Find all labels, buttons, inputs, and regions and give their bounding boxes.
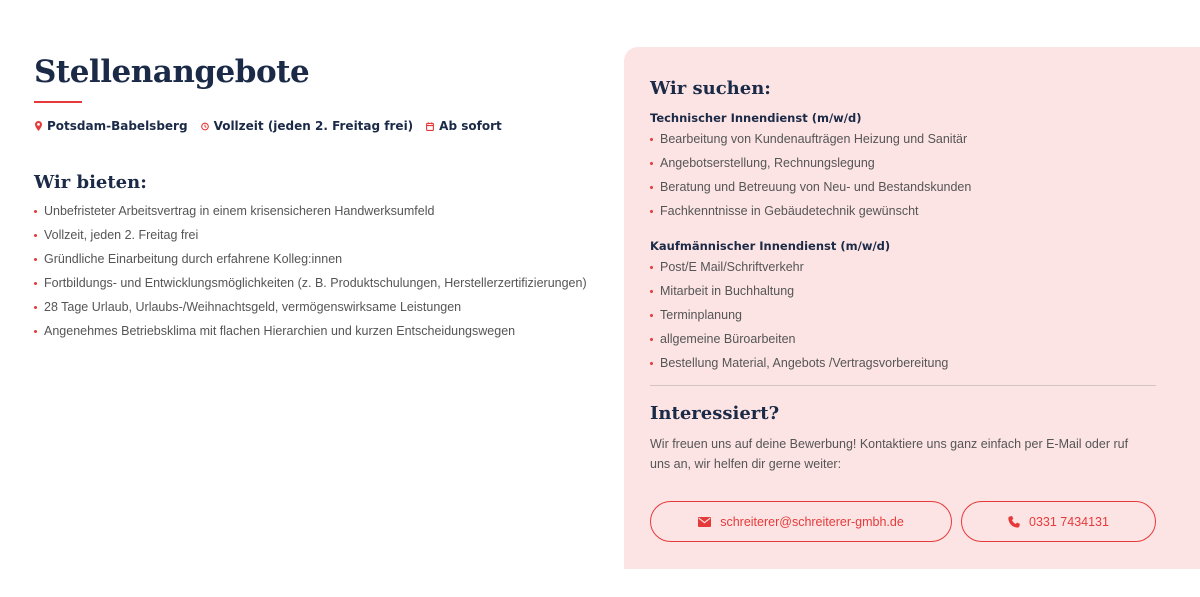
list-item: Post/E Mail/Schriftverkehr xyxy=(650,255,1156,279)
calendar-icon xyxy=(426,121,434,131)
list-item: Gründliche Einarbeitung durch erfahrene Kolleg:innen xyxy=(34,247,614,271)
list-item: Fachkenntnisse in Gebäudetechnik gewünscht xyxy=(650,199,1156,223)
divider xyxy=(650,385,1156,386)
commercial-list xyxy=(650,255,1156,375)
list-item: Beratung und Betreuung von Neu- und Bestandskunden xyxy=(650,175,1156,199)
list-item: Angebotserstellung, Rechnungslegung xyxy=(650,151,1156,175)
meta-hours-label: Vollzeit (jeden 2. Freitag frei) xyxy=(213,119,414,133)
list-item: Bestellung Material, Angebots /Vertragsvorbereitung xyxy=(650,351,1156,375)
list-item: Mitarbeit in Buchhaltung xyxy=(650,279,1156,303)
meta-start xyxy=(426,119,502,133)
email-button[interactable] xyxy=(650,501,952,542)
job-offers-section xyxy=(34,52,614,343)
meta-location xyxy=(34,119,188,133)
phone-button[interactable] xyxy=(961,501,1156,542)
list-item: Angenehmes Betriebsklima mit flachen Hierarchien und kurzen Entscheidungswegen xyxy=(34,319,614,343)
contact-text: Wir freuen uns auf deine Bewerbung! Kontaktiere uns ganz einfach per E-Mail oder ruf uns an, wir helfen dir gerne weiter: xyxy=(650,437,1129,471)
group-title-commercial: Kaufmännischer Innendienst (m/w/d) xyxy=(650,239,891,253)
email-button-label: schreiterer@schreiterer-gmbh.de xyxy=(720,514,904,529)
envelope-icon xyxy=(698,517,711,527)
job-meta xyxy=(34,119,614,133)
page-title: Stellenangebote xyxy=(34,54,310,90)
offer-list xyxy=(34,199,614,343)
map-pin-icon xyxy=(34,121,42,131)
search-heading: Wir suchen: xyxy=(650,78,771,99)
contact-heading: Interessiert? xyxy=(650,403,780,424)
phone-button-label: 0331 7434131 xyxy=(1029,514,1109,529)
title-underline xyxy=(34,101,82,103)
list-item: Fortbildungs- und Entwicklungsmöglichkeiten (z. B. Produktschulungen, Herstellerzertifizierungen) xyxy=(34,271,614,295)
contact-buttons xyxy=(650,501,1156,542)
list-item: Vollzeit, jeden 2. Freitag frei xyxy=(34,223,614,247)
list-item: 28 Tage Urlaub, Urlaubs-/Weihnachtsgeld, vermögenswirksame Leistungen xyxy=(34,295,614,319)
requirements-card xyxy=(624,47,1200,569)
meta-hours xyxy=(201,119,414,133)
meta-start-label: Ab sofort xyxy=(439,119,502,133)
group-title-technical: Technischer Innendienst (m/w/d) xyxy=(650,111,862,125)
list-item: Terminplanung xyxy=(650,303,1156,327)
technical-list xyxy=(650,127,1156,223)
meta-location-label: Potsdam-Babelsberg xyxy=(47,119,188,133)
list-item: Bearbeitung von Kundenaufträgen Heizung und Sanitär xyxy=(650,127,1156,151)
phone-icon xyxy=(1008,516,1020,528)
offer-heading: Wir bieten: xyxy=(34,172,147,193)
list-item: allgemeine Büroarbeiten xyxy=(650,327,1156,351)
clock-icon xyxy=(201,121,209,131)
list-item: Unbefristeter Arbeitsvertrag in einem krisensicheren Handwerksumfeld xyxy=(34,199,614,223)
